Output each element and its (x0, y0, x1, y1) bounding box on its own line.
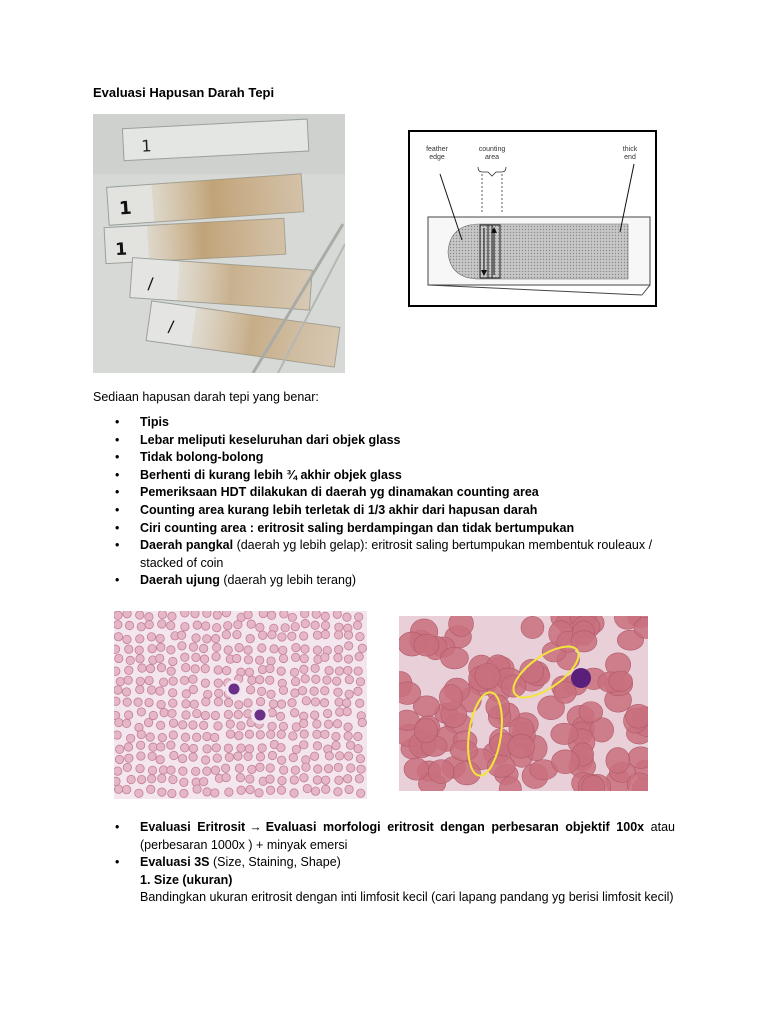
list-item: • Tipis (93, 414, 693, 432)
rouleaux-micrograph (399, 616, 648, 791)
size-description: Bandingkan ukuran eritrosit dengan inti limfosit kecil (cari lapang pandang yg berisi limfosit kecil) (140, 890, 674, 905)
counting-area-label: counting area (478, 146, 506, 161)
list-item: • Tidak bolong-bolong (93, 449, 693, 467)
thick-end-label: thick end (622, 146, 638, 161)
size-heading: 1. Size (ukuran) (140, 872, 233, 887)
smear-criteria-list (93, 414, 693, 590)
list-item: • Evaluasi 3S (Size, Staining, Shape) 1. Size (ukuran) Bandingkan ukuran eritrosit dengan inti limfosit kecil (cari lapang pandang yg berisi limfosit kecil) (93, 854, 675, 907)
list-item: • Counting area kurang lebih terletak di 1/3 akhir dari hapusan darah (93, 502, 693, 520)
list-item: • Pemeriksaan HDT dilakukan di daerah yg dinamakan counting area (93, 484, 693, 502)
list-item: • Berhenti di kurang lebih ¾ akhir objek glass (93, 467, 693, 485)
blood-smear-diagram (408, 130, 657, 307)
slide-mark: 1 (114, 239, 128, 261)
erythrocyte-evaluation-list (93, 819, 675, 907)
feather-edge-label: feather edge (426, 146, 448, 161)
slide-mark: / (147, 273, 154, 294)
list-item: • Daerah ujung (daerah yg lebih terang) (93, 572, 693, 590)
blood-smear-slides-photo (93, 114, 345, 373)
right-arrow-icon: → (249, 820, 262, 834)
slide-mark: 1 (118, 197, 133, 220)
slide-mark: / (167, 316, 176, 337)
page-title: Evaluasi Hapusan Darah Tepi (93, 85, 275, 100)
intro-text: Sediaan hapusan darah tepi yang benar: (93, 390, 319, 404)
list-item: • Ciri counting area : eritrosit saling berdampingan dan tidak bertumpukan (93, 520, 693, 538)
list-item: • Evaluasi Eritrosit → Evaluasi morfologi eritrosit dengan perbesaran objektif 100x atau (perbesaran 1000x ) + minyak emersi (93, 819, 675, 854)
blood-smear-micrograph-low (114, 611, 367, 799)
list-item: • Lebar meliputi keseluruhan dari objek glass (93, 432, 693, 450)
slide-mark: 1 (140, 136, 153, 156)
list-item: • Daerah pangkal (daerah yg lebih gelap): eritrosit saling bertumpukan membentuk rouleaux / stacked of coin (93, 537, 693, 572)
